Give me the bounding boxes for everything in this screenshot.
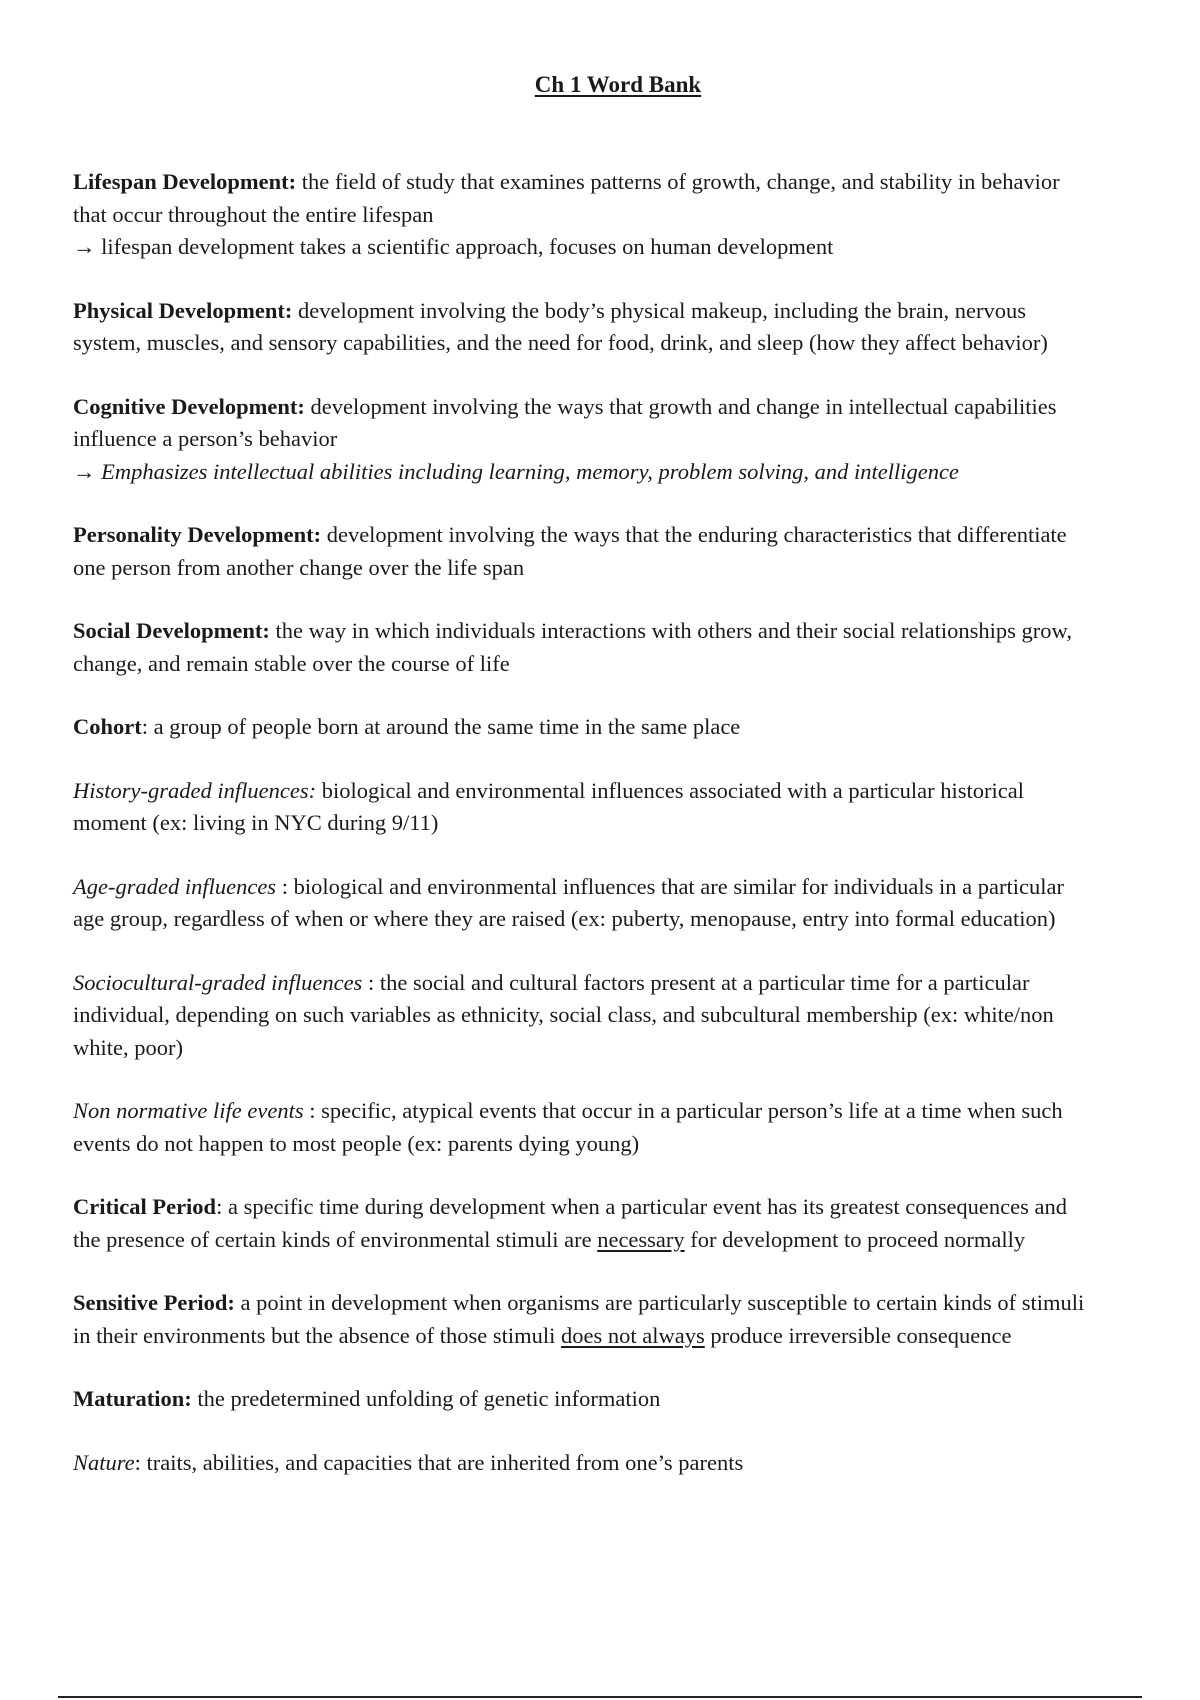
entry-sociocultural-graded-influences	[73, 967, 1173, 1065]
definition: development involving the body’s physical makeup, including the brain, nervous	[292, 297, 1026, 323]
entry-cohort	[73, 711, 1173, 744]
page-bottom-divider	[58, 1696, 1142, 1698]
definition: : the social and cultural factors present at a particular time for a particular	[362, 969, 1030, 995]
entry-note: → lifespan development takes a scientific approach, focuses on human development	[73, 234, 834, 259]
term: Social Development:	[73, 618, 270, 643]
entry-note	[73, 456, 1173, 489]
definition: a point in development when organisms are particularly susceptible to certain kinds of stimuli	[234, 1290, 1085, 1315]
definition-part: in their environments but the absence of those stimuli	[73, 1322, 562, 1348]
definition-part: for development to proceed normally	[684, 1226, 1026, 1252]
entry-line: that occur throughout the entire lifespan	[73, 201, 434, 227]
term: Non normative life events	[73, 1098, 304, 1123]
entry-line	[73, 775, 1173, 808]
term: Sensitive Period:	[73, 1290, 235, 1315]
term: Critical Period	[73, 1194, 217, 1219]
term: History-graded influences:	[73, 777, 317, 803]
entry-critical-period	[73, 1191, 1173, 1256]
entry-line	[73, 1287, 1173, 1320]
definition: biological and environmental influences associated with a particular historical	[316, 777, 1024, 803]
definition: : traits, abilities, and capacities that are inherited from one’s parents	[134, 1449, 744, 1475]
entry-line	[73, 391, 1173, 424]
entry-line: one person from another change over the life span	[73, 554, 525, 580]
definition: : a specific time during development when a particular event has its greatest consequences and	[216, 1194, 1068, 1219]
definition: development involving the ways that growth and change in intellectual capabilities	[304, 393, 1057, 419]
entry-line: change, and remain stable over the course of life	[73, 650, 510, 676]
entry-age-graded-influences	[73, 871, 1173, 936]
definition-part: the presence of certain kinds of environmental stimuli are	[73, 1226, 598, 1252]
entry-line: influence a person’s behavior	[73, 426, 338, 451]
term: Age-graded influences	[73, 873, 277, 899]
entry-history-graded-influences	[73, 775, 1173, 840]
entry-line: moment (ex: living in NYC during 9/11)	[73, 810, 439, 835]
entry-maturation	[73, 1383, 1173, 1416]
entry-line	[73, 1383, 1173, 1416]
entry-cognitive-development	[73, 391, 1173, 489]
page-title: Ch 1 Word Bank	[534, 72, 702, 97]
entry-line: age group, regardless of when or where they are raised (ex: puberty, menopause, entry into formal education)	[73, 906, 1056, 931]
arrow-icon: →	[73, 458, 102, 484]
emphasis-underlined: does not always	[561, 1322, 705, 1348]
entry-line	[73, 1447, 1173, 1480]
entry-line	[73, 1095, 1173, 1128]
entry-sensitive-period	[73, 1287, 1173, 1352]
term: Lifespan Development:	[73, 169, 297, 194]
entry-line	[73, 967, 1173, 1000]
definition: : specific, atypical events that occur in a particular person’s life at a time when such	[303, 1098, 1063, 1123]
term: Nature	[73, 1449, 135, 1475]
entry-physical-development	[73, 295, 1173, 360]
term: Sociocultural-graded influences	[73, 969, 363, 995]
definition-part: produce irreversible consequence	[704, 1322, 1012, 1348]
definition: development involving the ways that the enduring characteristics that differentiate	[321, 522, 1067, 547]
entry-line	[73, 166, 1173, 199]
entry-line	[73, 1320, 1173, 1353]
entry-personality-development	[73, 519, 1173, 584]
term: Physical Development:	[73, 297, 293, 323]
definition: the predetermined unfolding of genetic information	[191, 1386, 661, 1411]
term: Cohort	[73, 714, 142, 739]
entry-line	[73, 1191, 1173, 1224]
entry-line	[73, 615, 1173, 648]
word-bank-list	[73, 166, 1173, 1510]
definition: : a group of people born at around the same time in the same place	[141, 714, 741, 739]
entry-line: system, muscles, and sensory capabilities, and the need for food, drink, and sleep (how they affect behavior)	[73, 330, 1048, 355]
entry-line: white, poor)	[73, 1034, 183, 1060]
entry-nature	[73, 1447, 1173, 1480]
entry-line: individual, depending on such variables as ethnicity, social class, and subcultural membership (ex: white/non	[73, 1002, 1054, 1027]
entry-social-development	[73, 615, 1173, 680]
definition: the field of study that examines patterns of growth, change, and stability in behavior	[296, 169, 1060, 194]
entry-line	[73, 871, 1173, 904]
definition: : biological and environmental influences that are similar for individuals in a particular	[276, 873, 1064, 899]
entry-line	[73, 711, 1173, 744]
emphasis-underlined: necessary	[597, 1226, 685, 1252]
term: Cognitive Development:	[73, 393, 305, 419]
entry-lifespan-development	[73, 166, 1173, 264]
note-text: Emphasizes intellectual abilities including learning, memory, problem solving, and intelligence	[101, 458, 959, 484]
definition: the way in which individuals interactions with others and their social relationships grow,	[269, 618, 1072, 643]
term: Personality Development:	[73, 522, 322, 547]
entry-non-normative-life-events	[73, 1095, 1173, 1160]
term: Maturation:	[73, 1386, 192, 1411]
entry-line	[73, 1224, 1173, 1257]
entry-line	[73, 295, 1173, 328]
entry-line	[73, 519, 1173, 552]
entry-line: events do not happen to most people (ex: parents dying young)	[73, 1130, 640, 1156]
